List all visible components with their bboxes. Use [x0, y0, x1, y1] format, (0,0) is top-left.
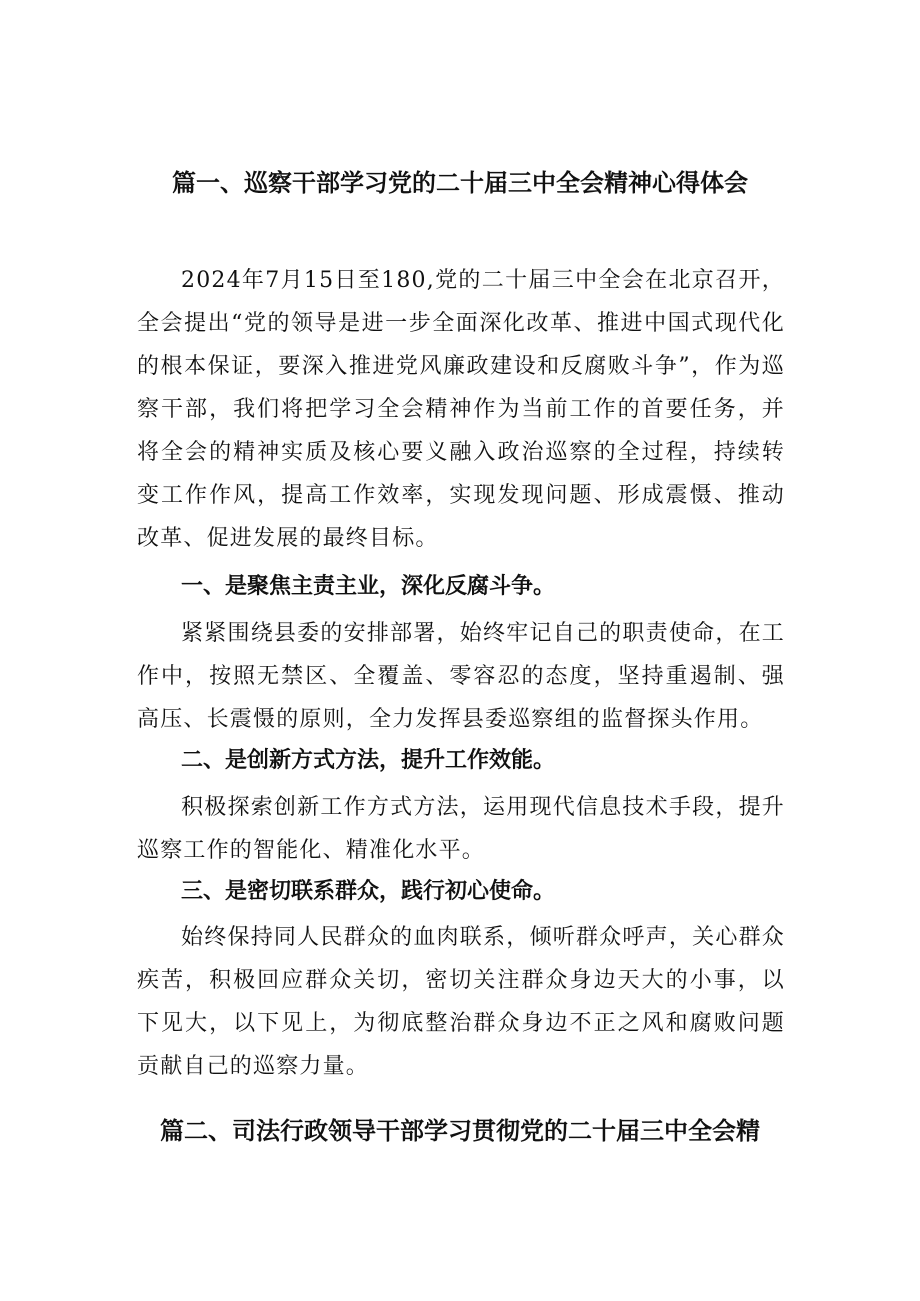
article-1-intro-paragraph: 2024年7月15日至180,党的二十届三中全会在北京召开，全会提出“党的领导是进一步全面深化改革、推进中国式现代化的根本保证，要深入推进党风廉政建设和反腐败斗争”，作为巡察干部，我们将把学习全会精神作为当前工作的首要任务，并将全会的精神实质及核心要义融入政治巡察的全过程，持续转变工作作风，提高工作效率，实现发现问题、形成震慑、推动改革、促进发展的最终目标。: [137, 268, 785, 551]
section-2-heading: 二、是创新方式方法，提升工作效能。: [181, 748, 556, 773]
section-1-paragraph: 紧紧围绕县委的安排部署，始终牢记自己的职责使命，在工作中，按照无禁区、全覆盖、零容忍的态度，坚持重遏制、强高压、长震慑的原则，全力发挥县委巡察组的监督探头作用。: [137, 621, 785, 732]
section-3-heading: 三、是密切联系群众，践行初心使命。: [181, 879, 556, 904]
section-2-paragraph: 积极探索创新工作方式方法，运用现代信息技术手段，提升巡察工作的智能化、精准化水平。: [137, 795, 785, 863]
section-3-paragraph: 始终保持同人民群众的血肉联系，倾听群众呼声，关心群众疾苦，积极回应群众关切，密切关注群众身边天大的小事，以下见大，以下见上，为彻底整治群众身边不正之风和腐败问题贡献自己的巡察力量。: [137, 925, 785, 1079]
article-2-title: 篇二、司法行政领导干部学习贯彻党的二十届三中全会精: [160, 1117, 760, 1145]
section-1-heading: 一、是聚焦主责主业，深化反腐斗争。: [181, 574, 556, 599]
article-1-title: 篇一、巡察干部学习党的二十届三中全会精神心得体会: [172, 169, 748, 197]
